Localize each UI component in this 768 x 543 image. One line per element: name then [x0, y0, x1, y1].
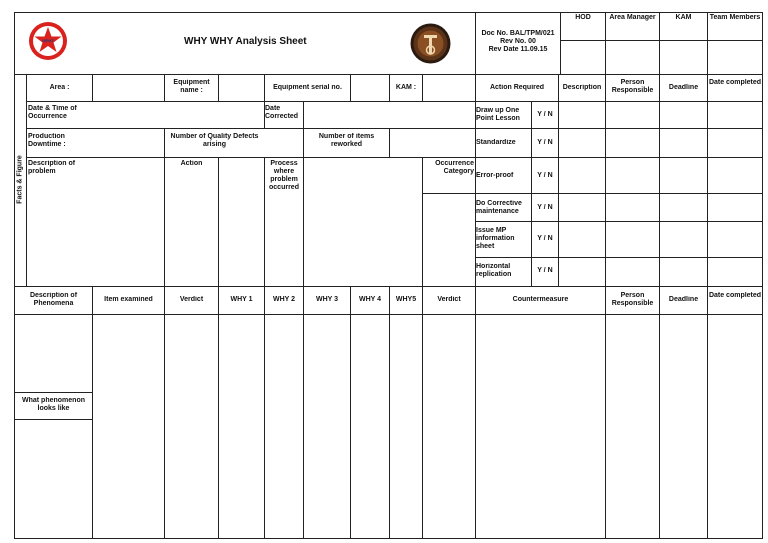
- process-where-label: Process where problem occurred: [269, 160, 299, 191]
- area-label: Area :: [49, 84, 70, 91]
- line-phen-1: [14, 392, 92, 393]
- line-col-204b: [218, 157, 219, 286]
- action-item-label: Error-proof: [476, 172, 514, 179]
- description-phenomena-header: Description of Phenomena: [29, 292, 78, 307]
- phenomenon-looks-like-label: What phenomenon looks like: [22, 397, 85, 412]
- action-label: Action: [180, 160, 203, 167]
- action-item-label: Standardize: [476, 139, 516, 146]
- line-col-204: [218, 74, 219, 101]
- verdict2-header: Verdict: [437, 296, 461, 303]
- action-yn: Y / N: [537, 235, 553, 242]
- occurrence-category-label: Occurrence Category: [435, 160, 474, 175]
- hod-label: HOD: [575, 14, 591, 21]
- line-action-5: [475, 257, 763, 258]
- line-col-150c: [164, 286, 165, 538]
- line-col-204c: [218, 286, 219, 538]
- line-action-3: [475, 193, 763, 194]
- ispat-logo: [28, 21, 68, 61]
- line-col-408c: [422, 286, 423, 538]
- facts-figure-side-label: Facts & Figure: [16, 155, 24, 204]
- why5-header: WHY5: [395, 296, 417, 303]
- line-col-289c: [303, 157, 304, 286]
- line-date-left: [707, 74, 708, 538]
- item-examined-header: Item examined: [104, 296, 153, 303]
- ispat-logo-text: ISPAT: [42, 38, 54, 43]
- action-yn: Y / N: [537, 267, 553, 274]
- team-members-label: Team Members: [709, 14, 761, 21]
- why4-header: WHY 4: [358, 296, 382, 303]
- deadline-header: Deadline: [668, 296, 699, 303]
- sheet-title: WHY WHY Analysis Sheet: [184, 36, 307, 47]
- date-completed-header: Date completed: [708, 292, 762, 299]
- line-col-408: [422, 74, 423, 101]
- date-time-occurrence-label: Date & Time of Occurrence: [28, 105, 77, 120]
- date-completed-label: Date completed: [708, 79, 762, 86]
- line-col-78b: [92, 286, 93, 538]
- rev-no: Rev No. 00: [500, 38, 536, 45]
- line-info-row: [26, 101, 763, 102]
- area-manager-label: Area Manager: [609, 14, 656, 21]
- line-prod-row: [26, 157, 763, 158]
- action-yn: Y / N: [537, 111, 553, 118]
- line-top: [14, 12, 763, 13]
- tpm-emblem: [410, 23, 451, 64]
- line-right: [762, 12, 763, 539]
- line-header-mid: [560, 40, 763, 41]
- countermeasure-header: Countermeasure: [512, 296, 569, 303]
- line-deadline-left: [659, 74, 660, 538]
- doc-no: Doc No. BAL/TPM/021: [481, 30, 555, 37]
- action-yn: Y / N: [537, 139, 553, 146]
- line-phen-2: [14, 419, 92, 420]
- line-occ-cat: [422, 193, 475, 194]
- line-left: [14, 12, 15, 539]
- verdict-header: Verdict: [179, 296, 204, 303]
- equipment-name-label: Equipment name :: [173, 79, 210, 94]
- equipment-serial-label: Equipment serial no.: [273, 84, 342, 91]
- line-facts-side: [26, 74, 27, 286]
- line-desc-left: [558, 74, 559, 286]
- production-downtime-label: Production Downtime :: [28, 133, 66, 148]
- line-date-row: [26, 128, 475, 129]
- person-responsible-label: Person Responsible: [611, 79, 654, 94]
- items-reworked-label: Number of items reworked: [318, 133, 375, 148]
- line-col-336b: [350, 286, 351, 538]
- description-problem-label: Description of problem: [28, 160, 76, 175]
- description-label: Description: [562, 84, 602, 91]
- line-col-78: [92, 74, 93, 101]
- line-col-289d: [303, 286, 304, 538]
- line-col-336: [350, 74, 351, 101]
- rev-date: Rev Date 11.09.15: [488, 46, 548, 53]
- action-required-label: Action Required: [489, 84, 545, 91]
- line-action-1: [475, 128, 763, 129]
- line-col-375b: [389, 128, 390, 157]
- why2-header: WHY 2: [272, 296, 296, 303]
- line-col-408b: [422, 157, 423, 286]
- deadline-label: Deadline: [668, 84, 699, 91]
- quality-defects-label: Number of Quality Defects arising: [170, 133, 259, 148]
- action-item-label: Do Corrective maintenance: [476, 200, 522, 215]
- date-corrected-label: Date Corrected: [265, 105, 299, 120]
- why3-header: WHY 3: [315, 296, 339, 303]
- action-yn: Y / N: [537, 172, 553, 179]
- action-item-label: Horizontal replication: [476, 263, 512, 278]
- why-why-analysis-sheet: [14, 12, 763, 539]
- line-bottom: [14, 538, 763, 539]
- line-col-375c: [389, 286, 390, 538]
- action-item-label: Issue MP information sheet: [476, 227, 515, 250]
- kam-header-label: KAM: [675, 14, 692, 21]
- action-item-label: Draw up One Point Lesson: [476, 107, 520, 122]
- line-col-250d: [264, 286, 265, 538]
- line-action-4: [475, 221, 763, 222]
- line-col-289: [303, 101, 304, 128]
- action-yn: Y / N: [537, 204, 553, 211]
- kam-info-label: KAM :: [395, 84, 417, 91]
- person-responsible-header: Person Responsible: [611, 292, 654, 307]
- line-yn-left: [531, 101, 532, 286]
- why1-header: WHY 1: [230, 296, 253, 303]
- line-col-150b: [164, 128, 165, 286]
